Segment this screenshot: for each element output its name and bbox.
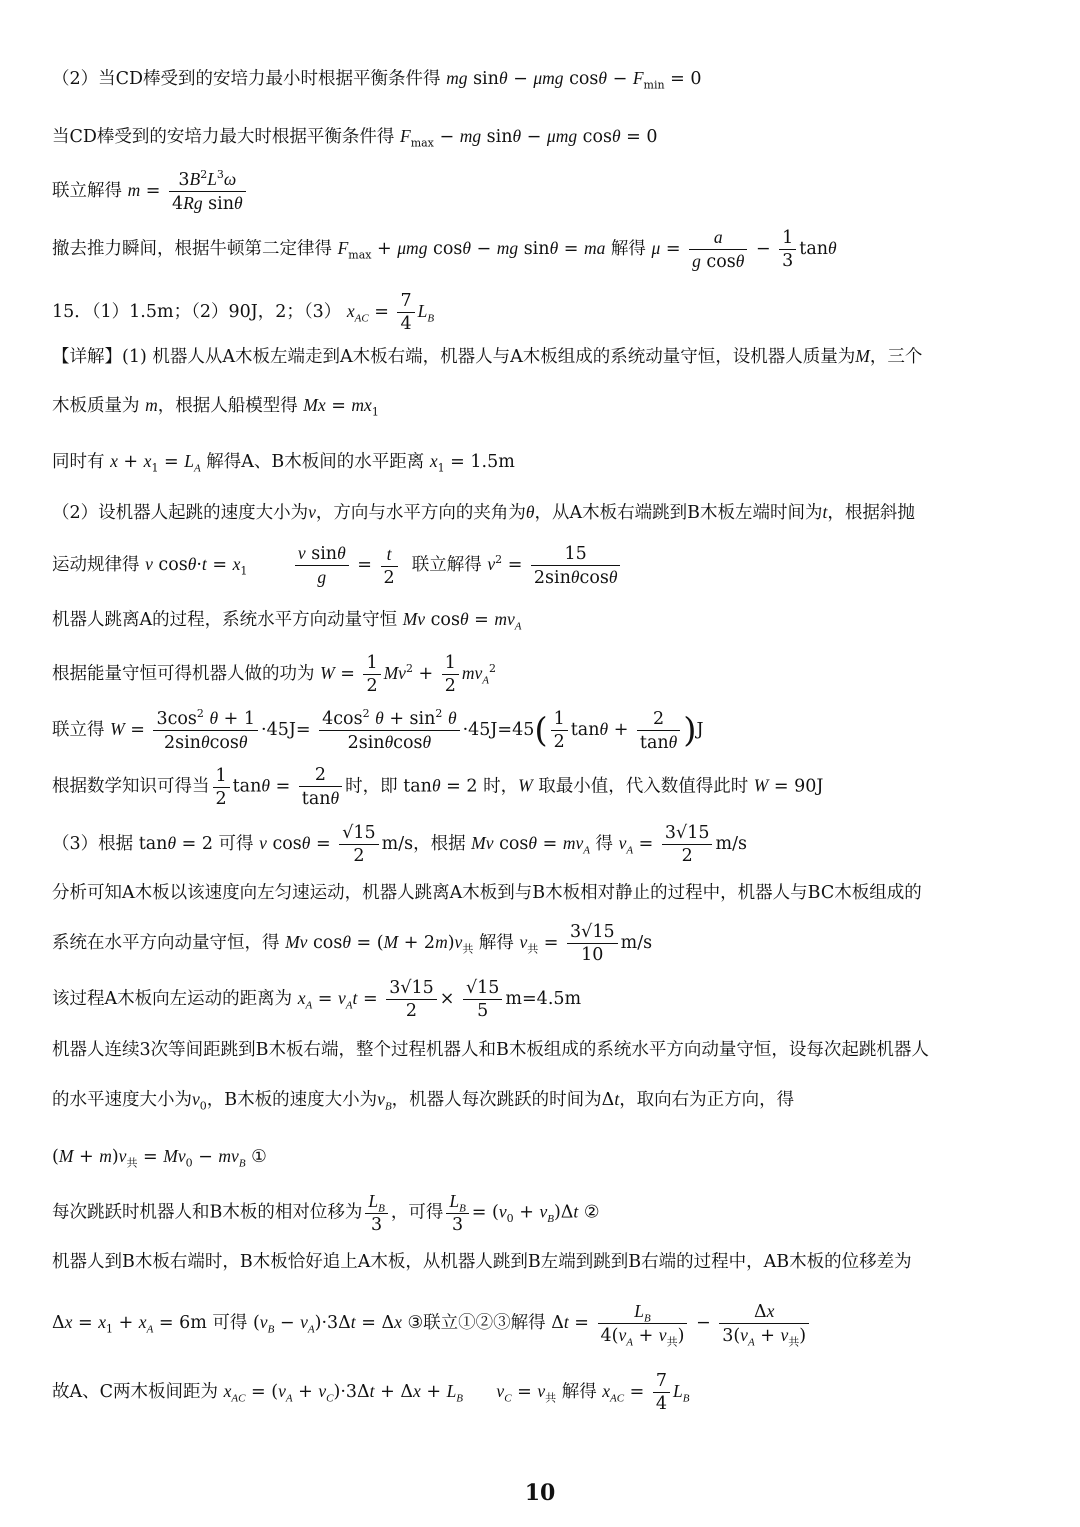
text-line-8: 同时有 $x + x_1 = L_A$ 解得A、B木板间的水平距离 $x_1 = 1.5m$ — [52, 451, 515, 475]
text-line-11: 机器人跳离A的过程，系统水平方向动量守恒 Mv $\cos\theta = mv_A$ — [52, 609, 522, 633]
text-line-7: 木板质量为 m，根据人船模型得 $Mx = mx_1$ — [52, 395, 379, 419]
text-line-24: $\Delta x = x_1 + x_A = 6m$ 可得 $(v_B - v_A)\cdot 3\Delta t = \Delta x$ ③联立①②③解得 Δt = $\frac{L_B}{4(v_A + v_共)}$ − $\frac{\Delta x}{3(v_A + v_共)}$ — [52, 1300, 1040, 1347]
fraction: $\frac{2}{\tan\theta}$ — [637, 708, 680, 754]
fraction: $\frac{3√15}{10}$ — [567, 921, 618, 966]
fraction: $\frac{L_B}{3}$ — [446, 1190, 468, 1236]
fraction: $\frac{2}{\tan\theta}$ — [299, 764, 342, 810]
fraction: $\frac{L_B}{3}$ — [365, 1190, 387, 1236]
text-line-25: 故A、C两木板间距为 $x_{AC} = (v_A + v_C)\cdot 3\Delta t + \Delta x + L_B$ $v_C = v_共$ 解得 $x_{AC}$ = $\frac{7}{4}$ $L_B$ — [52, 1371, 690, 1414]
text-line-15: （3）根据 tanθ = 2 可得 v cosθ = $\frac{√15}{2}$ m/s，根据 Mv $\cos\theta = mv_A$ 得 $v_A$ = $\frac{3√15}{2}$ m/s — [52, 823, 747, 866]
fraction: $\frac{3√15}{2}$ — [662, 822, 713, 867]
fraction: $\frac{L_B}{4(v_A + v_共)}$ — [598, 1300, 688, 1347]
text-line-2: 当CD棒受到的安培力最大时根据平衡条件得 $F_{max}$ − mg sinθ − μmg cosθ = 0 — [52, 126, 658, 150]
fraction: $\frac{t}{2}$ — [381, 543, 398, 589]
text-line-4: 撤去推力瞬间，根据牛顿第二定律得 $F_{max} + \mu mg$ cosθ − mg sinθ = ma 解得 μ = $\frac{a}{\text{g cosθ}}$ − $\frac{1}{3}$ tanθ — [52, 227, 837, 272]
text-line-1: （2）当CD棒受到的安培力最小时根据平衡条件得 mg sinθ − μmg $\cos\theta - F_{min} = 0$ — [52, 68, 702, 92]
fraction: $\frac{4\cos^2 \theta + \sin^2 \theta}{2\sin\theta\cos\theta}$ — [319, 707, 459, 754]
fraction: $\frac{1}{2}$ — [363, 652, 380, 697]
text-line-14: 根据数学知识可得当 $\frac{1}{2}$ tanθ = $\frac{2}{\tan\theta}$ 时，即 tanθ = 2 时，W 取最小值，代入数值得此时 W = 90J — [52, 765, 824, 809]
fraction: $\frac{1}{2}$ — [551, 708, 568, 753]
text-line-22: 每次跳跃时机器人和B木板的相对位移为 $\frac{L_B}{3}$ ，可得 $\frac{L_B}{3}$ = $(v_0 + v_B)\Delta t$ ② — [52, 1191, 600, 1235]
text-line-17: 系统在水平方向动量守恒，得 Mv $\cos\theta = (M + 2m)v_共$ 解得 $v_共$ = $\frac{3√15}{10}$ m/s — [52, 922, 653, 965]
fraction: $\frac{3\cos^2 \theta + 1}{2\sin\theta\cos\theta}$ — [153, 707, 258, 754]
fraction: $\frac{\text{v sinθ}}{g}$ — [295, 542, 349, 589]
text-line-12: 根据能量守恒可得机器人做的功为 W = $\frac{1}{2}$ $Mv^2$ + $\frac{1}{2}$ $mv_A^2$ — [52, 653, 497, 696]
page-number: 10 — [524, 1480, 556, 1506]
text-line-20: 的水平速度大小为$v_0$，B木板的速度大小为$v_B$，机器人每次跳跃的时间为Δt，取向右为正方向，得 — [52, 1089, 795, 1113]
text-line-21: $(M + m)v_共 = Mv_0 - mv_B$ ① — [52, 1146, 267, 1170]
text-line-13: 联立得 W = $\frac{3\cos^2 \theta + 1}{2\sin\theta\cos\theta}$ ·45J= $\frac{4\cos^2 \theta + \sin^2 \theta}{2\sin\theta\cos\theta}$ ·45J=45( $\frac{1}{2}$ tanθ + $\frac{2}{\tan\theta}$ )J — [52, 707, 704, 753]
fraction: $\frac{√15}{2}$ — [339, 822, 378, 867]
fraction: $\frac{1}{2}$ — [213, 765, 230, 810]
text-line-3: 联立解得 m = $\frac{3B^2L^3\omega}{\text{4Rg sinθ}}$ — [52, 168, 1040, 215]
fraction: $\frac{1}{2}$ — [442, 652, 459, 697]
fraction: $\frac{7}{4}$ — [653, 1370, 670, 1415]
fraction: $\frac{\Delta x}{3(v_A + v_共)}$ — [719, 1300, 809, 1347]
fraction: $\frac{3√15}{2}$ — [386, 977, 437, 1022]
text-line-16: 分析可知A木板以该速度向左匀速运动，机器人跳离A木板到与B木板相对静止的过程中，机器人与BC木板组成的 — [52, 883, 922, 903]
fraction: $\frac{3B^2L^3\omega}{\text{4Rg sinθ}}$ — [169, 168, 246, 215]
text-line-6: 【详解】(1) 机器人从A木板左端走到A木板右端，机器人与A木板组成的系统动量守恒，设机器人质量为M，三个 — [52, 346, 923, 367]
fraction: $\frac{1}{3}$ — [779, 227, 796, 272]
text-line-18: 该过程A木板向左运动的距离为 $x_A = v_At$ = $\frac{3√15}{2}$ × $\frac{√15}{5}$ m=4.5m — [52, 978, 582, 1021]
text-line-9: （2）设机器人起跳的速度大小为v，方向与水平方向的夹角为θ，从A木板右端跳到B木板左端时间为t，根据斜抛 — [52, 502, 915, 523]
text-line-5: 15．（1）1.5m；（2）90J，2；（3） $x_{AC}$ = $\frac{7}{4}$ $L_B$ — [52, 291, 435, 334]
fraction: $\frac{√15}{5}$ — [463, 977, 502, 1022]
fraction: $\frac{a}{\text{g cosθ}}$ — [689, 226, 747, 273]
text-line-10: 运动规律得 v $\cos\theta\cdot t = x_1$ $\frac{\text{v sinθ}}{g}$ = $\frac{t}{2}$ 联立解得 $v^2$ = $\frac{15}{2\sin\theta\cos\theta}$ — [52, 542, 1040, 589]
text-line-19: 机器人连续3次等间距跳到B木板右端，整个过程机器人和B木板组成的系统水平方向动量守恒，设每次起跳机器人 — [52, 1040, 929, 1060]
fraction: $\frac{7}{4}$ — [397, 290, 414, 335]
text-line-23: 机器人到B木板右端时，B木板恰好追上A木板，从机器人跳到B左端到跳到B右端的过程中，AB木板的位移差为 — [52, 1252, 912, 1272]
fraction: $\frac{15}{2\sin\theta\cos\theta}$ — [531, 543, 621, 589]
